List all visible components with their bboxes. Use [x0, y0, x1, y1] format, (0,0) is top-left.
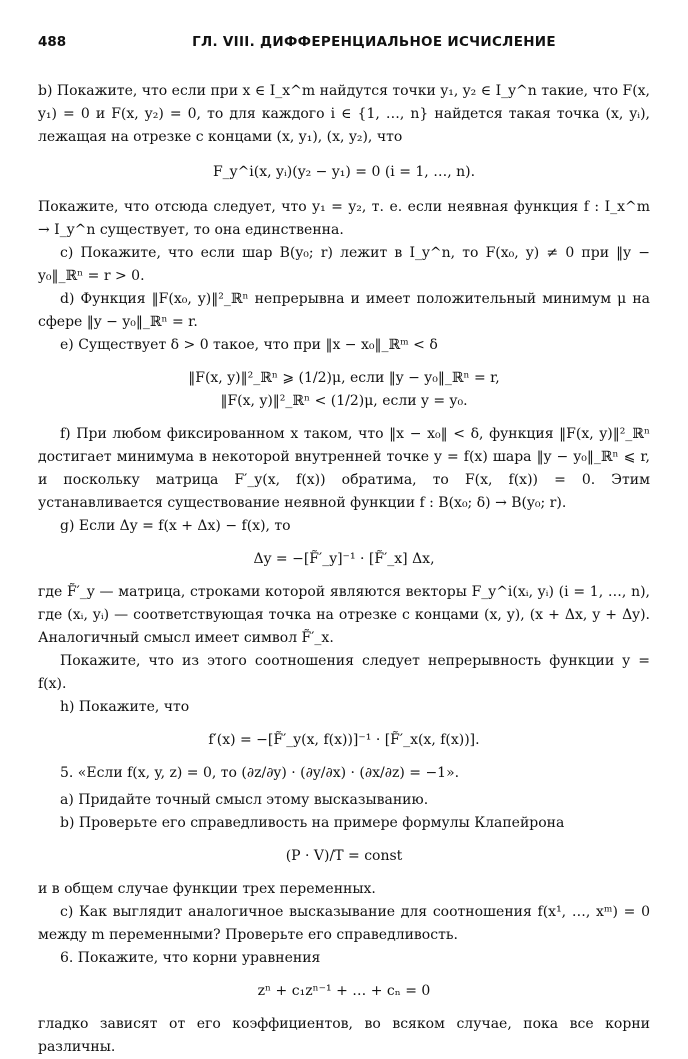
item-e: e) Существует δ > 0 такое, что при ‖x − x₀‖_ℝᵐ < δ: [60, 337, 438, 353]
page: [38, 34, 650, 50]
formula-derivative-zero: F_y^i(x, yᵢ)(y₂ − y₁) = 0 (i = 1, …, n).: [212, 164, 476, 180]
formula-e-2: ‖F(x, y)‖²_ℝⁿ < (1/2)μ, если y = y₀.: [220, 393, 468, 409]
formula-e-1: ‖F(x, y)‖²_ℝⁿ ⩾ (1/2)μ, если ‖y − y₀‖_ℝⁿ = r,: [188, 370, 500, 386]
running-title: ГЛ. VIII. ДИФФЕРЕНЦИАЛЬНОЕ ИСЧИСЛЕНИЕ: [192, 34, 556, 50]
page-number: 488: [38, 34, 67, 50]
item-c: c) Покажите, что если шар B(y₀; r) лежит в I_y^n, то F(x₀, y) ≠ 0 при ‖y − y₀‖_ℝⁿ = r > 0.: [38, 245, 650, 284]
paragraph-uniqueness: Покажите, что отсюда следует, что y₁ = y₂, т. е. если неявная функция f : I_x^m → I_y^n существует, то она единственна.: [38, 199, 650, 238]
paragraph-roots-smooth: гладко зависят от его коэффициентов, во всяком случае, пока все корни различны.: [38, 1016, 650, 1055]
item-5c: c) Как выглядит аналогичное высказывание для соотношения f(x¹, …, xᵐ) = 0 между m переменными? Проверьте его справедливость.: [38, 904, 650, 943]
item-h: h) Покажите, что: [60, 699, 190, 715]
formula-clapeyron: (P · V)/T = const: [285, 848, 403, 864]
paragraph-continuity: Покажите, что из этого соотношения следует непрерывность функции y = f(x).: [38, 653, 650, 692]
problem-5: 5. «Если f(x, y, z) = 0, то (∂z/∂y) · (∂y/∂x) · (∂x/∂z) = −1».: [60, 765, 460, 781]
item-5b: b) Проверьте его справедливость на примере формулы Клапейрона: [60, 815, 565, 831]
item-b-statement: b) Покажите, что если при x ∈ I_x^m найдутся точки y₁, y₂ ∈ I_y^n такие, что F(x, y₁) = 0 и F(x, y₂) = 0, то для каждого i ∈ {1, …, n} найдется такая точка (x, yᵢ), лежащая на отрезке с концами (x, y₁), (x, y₂), что: [38, 83, 650, 145]
item-d: d) Функция ‖F(x₀, y)‖²_ℝⁿ непрерывна и имеет положительный минимум μ на сфере ‖y − y₀‖_ℝⁿ = r.: [38, 291, 650, 330]
running-header: [38, 34, 650, 50]
item-g: g) Если Δy = f(x + Δx) − f(x), то: [60, 518, 291, 534]
formula-polynomial: zⁿ + c₁zⁿ⁻¹ + … + cₙ = 0: [257, 983, 431, 999]
item-5a: a) Придайте точный смысл этому высказыванию.: [60, 792, 429, 808]
paragraph-matrix-description: где F̃′_y — матрица, строками которой являются векторы F_y^i(xᵢ, yᵢ) (i = 1, …, n), где (xᵢ, yᵢ) — соответствующая точка на отрезке с концами (x, y), (x + Δx, y + Δy). Аналогичный смысл имеет символ F̃′_x.: [38, 584, 650, 646]
item-f: f) При любом фиксированном x таком, что ‖x − x₀‖ < δ, функция ‖F(x, y)‖²_ℝⁿ достигает минимума в некоторой внутренней точке y = f(x) шара ‖y − y₀‖_ℝⁿ ⩽ r, и поскольку матрица F′_y(x, f(x)) обратима, то F(x, f(x)) = 0. Этим устанавливается существование неявной функции f : B(x₀; δ) → B(y₀; r).: [38, 426, 650, 511]
paragraph-three-variables: и в общем случае функции трех переменных.: [38, 881, 376, 897]
problem-6: 6. Покажите, что корни уравнения: [60, 950, 321, 966]
formula-delta-y: Δy = −[F̃′_y]⁻¹ · [F̃′_x] Δx,: [253, 551, 435, 567]
formula-derivative: f′(x) = −[F̃′_y(x, f(x))]⁻¹ · [F̃′_x(x, f(x))].: [208, 732, 480, 748]
body-text: [38, 80, 650, 1059]
